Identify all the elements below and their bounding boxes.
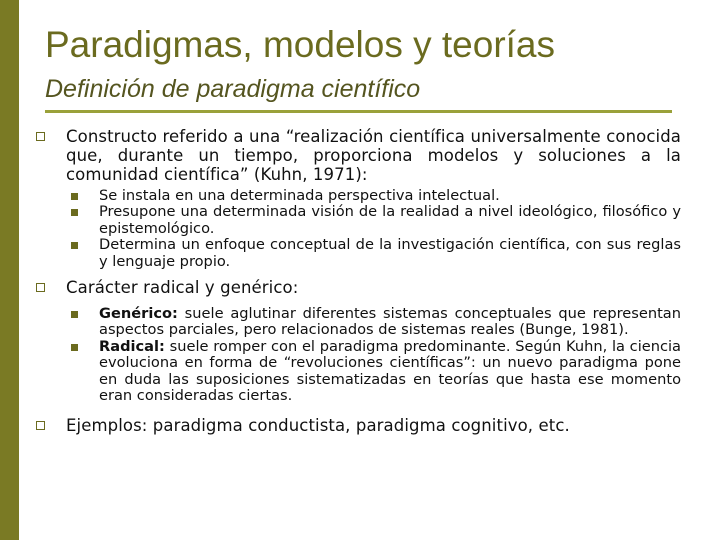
- sub-bullet-item: [36, 306, 681, 339]
- filled-square-bullet-icon: [71, 242, 78, 249]
- sub-bullet-text: Se instala en una determinada perspectiva intelectual.: [99, 187, 500, 204]
- sub-bullet-list: [36, 188, 681, 270]
- filled-square-bullet-icon: [71, 311, 78, 318]
- sub-bullet-item: [36, 237, 681, 270]
- sub-bullet-item: [36, 204, 681, 237]
- bullet-text: Ejemplos: paradigma conductista, paradigma cognitivo, etc.: [66, 416, 570, 436]
- sub-bullet-text: [99, 339, 681, 405]
- bullet-text: Constructo referido a una “realización científica universalmente conocida que, durante un tiempo, proporciona modelos y soluciones a la comunidad científica” (Kuhn, 1971):: [66, 127, 681, 184]
- sub-bullet-label: Genérico:: [99, 305, 178, 323]
- bullet-paradigm-definition: [36, 127, 681, 184]
- left-accent-bar: [0, 0, 19, 540]
- slide-title: Paradigmas, modelos y teorías: [45, 24, 556, 65]
- title-underline: [45, 110, 672, 113]
- sub-bullet-item: [36, 339, 681, 405]
- sub-bullet-label: Radical:: [99, 337, 165, 355]
- bullet-text: Carácter radical y genérico:: [66, 278, 299, 298]
- slide-subtitle: Definición de paradigma científico: [45, 75, 421, 103]
- sub-bullet-item: [36, 188, 681, 204]
- bullet-examples: [36, 416, 681, 435]
- filled-square-bullet-icon: [71, 193, 78, 200]
- sub-bullet-text: Determina un enfoque conceptual de la investigación científica, con sus reglas y lenguaje propio.: [99, 236, 681, 270]
- sub-bullet-body: suele aglutinar diferentes sistemas conceptuales que representan aspectos parciales, pero relacionados de sistemas reales (Bunge, 1981).: [99, 305, 681, 339]
- sub-bullet-text: Presupone una determinada visión de la realidad a nivel ideológico, filosófico y epistemológico.: [99, 203, 681, 237]
- filled-square-bullet-icon: [71, 209, 78, 216]
- slide-body: [36, 127, 681, 435]
- hollow-square-bullet-icon: [36, 421, 45, 430]
- hollow-square-bullet-icon: [36, 132, 45, 141]
- bullet-radical-generic: [36, 278, 681, 297]
- sub-bullet-text: [99, 306, 681, 339]
- sub-bullet-body: suele romper con el paradigma predominante. Según Kuhn, la ciencia evoluciona en forma de “revoluciones científicas”: un nuevo paradigma pone en duda las suposiciones sistematizadas en teorías que hasta ese momento eran consideradas ciertas.: [99, 337, 681, 405]
- filled-square-bullet-icon: [71, 344, 78, 351]
- sub-bullet-list: [36, 306, 681, 404]
- hollow-square-bullet-icon: [36, 283, 45, 292]
